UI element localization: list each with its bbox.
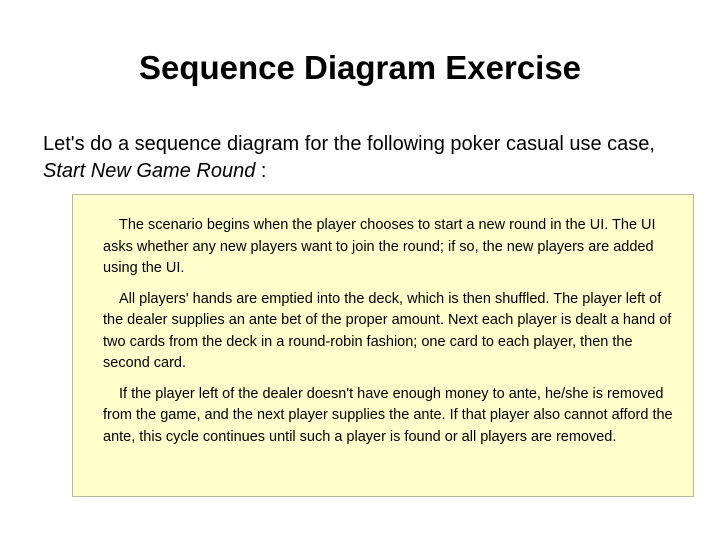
intro-text — [43, 131, 693, 185]
scenario-paragraph-1: The scenario begins when the player chooses to start a new round in the UI. The UI asks whether any new players want to join the round; if so, the new players are added using the UI. — [103, 217, 656, 276]
scenario-paragraph-3: If the player left of the dealer doesn't have enough money to ante, he/she is removed from the game, and the next player supplies the ante. If that player also cannot afford the ante, this cycle continues until such a player is found or all players are removed. — [103, 385, 673, 445]
intro-suffix: : — [255, 160, 267, 182]
scenario-box — [72, 194, 694, 497]
use-case-name: Start New Game Round — [43, 160, 256, 182]
scenario-paragraph-2: All players' hands are emptied into the deck, which is then shuffled. The player left of the dealer supplies an ante bet of the proper amount. Next each player is dealt a hand of two cards from the deck in a round-robin fashion; one card to each player, then the second card. — [103, 290, 672, 371]
intro-prefix: Let's do a sequence diagram for the following poker casual use case, — [43, 133, 655, 155]
slide-title: Sequence Diagram Exercise — [138, 49, 582, 86]
